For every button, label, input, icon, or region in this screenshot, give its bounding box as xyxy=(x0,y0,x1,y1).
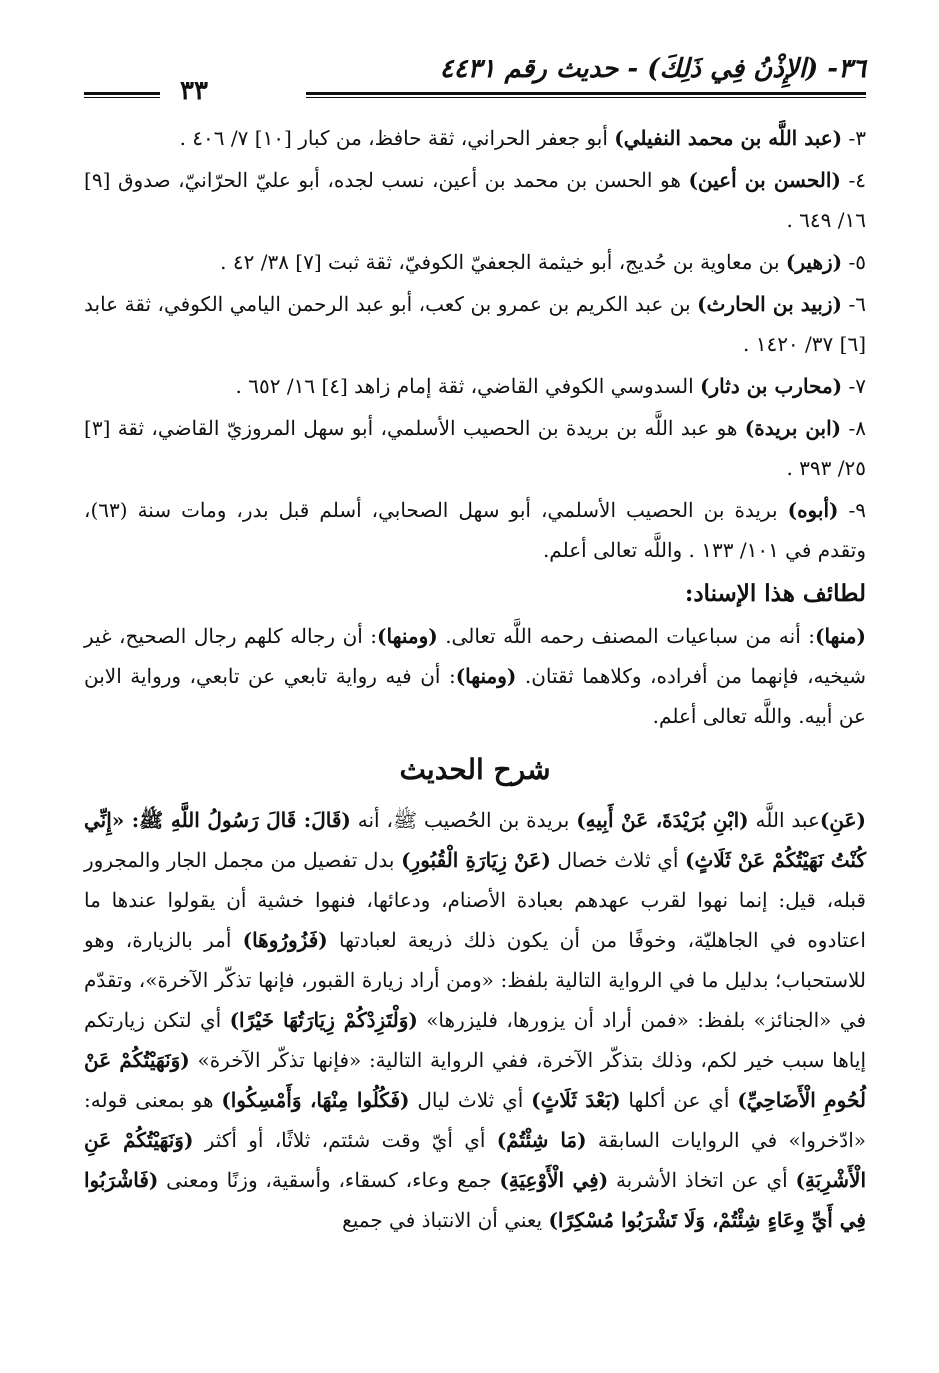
bio-item xyxy=(84,284,866,364)
commentary-text: أي ثلاث ليال xyxy=(409,1088,532,1112)
sharh-paragraph xyxy=(84,800,866,1240)
bio-item xyxy=(84,242,866,282)
commentary-text: بدل تفصيل من مجمل الجار والمجرور قبله، قيل: إنما نهوا لقرب عهدهم بعبادة الأصنام، ودعائها، فنهوا خشية أن يقولوا عندها ما اعتادوه في الجاهليّة، وخوفًا من أن يكون ذلك ذريعة لعبادتها xyxy=(84,848,866,952)
bio-text: هو الحسن بن محمد بن أعين، نسب لجده، أبو عليّ الحرّانيّ، صدوق [٩] ١٦/ ٦٤٩ . xyxy=(84,168,866,232)
header-rule xyxy=(306,92,866,98)
bio-number: ٧- xyxy=(842,374,866,398)
hadith-quote: (مَا شِئْتُمْ) xyxy=(496,1128,587,1152)
page-number: ٣٣ xyxy=(180,76,208,106)
bio-name: (محارب بن دثار) xyxy=(700,374,843,398)
bio-text: هو عبد اللَّه بن بريدة بن الحصيب الأسلمي، أبو سهل المروزيّ القاضي، ثقة [٣] ٢٥/ ٣٩٣ . xyxy=(84,416,866,480)
header-title: ٣٦- (الإِذْنُ فِي ذَلِكَ) - حديث رقم ٤٤٣١ xyxy=(439,54,866,84)
hadith-quote: (وَنَهَيْتُكُمْ عَنْ لُحُومِ الْأَضَاحِيِّ) xyxy=(84,1048,867,1112)
hadith-quote: (وَلْتَزِدْكُمْ زِيَارَتُهَا خَيْرًا) xyxy=(229,1008,418,1032)
hadith-quote: (فَكُلُوا مِنْهَا، وَأَمْسِكُوا) xyxy=(221,1088,410,1112)
commentary-text: بريدة بن الحُصيب ﷺ، أنه xyxy=(350,808,577,832)
commentary-text: أي لتكن زيارتكم إياها سبب خير لكم، وذلك بتذكّر الآخرة، ففي الرواية التالية: «فإنها تذكّر الآخرة» xyxy=(84,1008,866,1072)
hadith-quote: (بَعْدَ ثَلَاثٍ) xyxy=(531,1088,621,1112)
bio-name: (زهير) xyxy=(785,250,843,274)
bio-number: ٩- xyxy=(838,498,866,522)
bio-text: أبو جعفر الحراني، ثقة حافظ، من كبار [١٠] ٧/ ٤٠٦ . xyxy=(179,126,615,150)
hadith-quote: (فِي الْأَوْعِيَةِ) xyxy=(499,1168,609,1192)
lataif-heading: لطائف هذا الإسناد: xyxy=(684,580,866,607)
bio-item xyxy=(84,118,866,158)
narrator-bios xyxy=(84,118,866,570)
hadith-quote: (عَنْ زِيَارَةِ الْقُبُورِ) xyxy=(401,848,551,872)
bio-item xyxy=(84,490,866,570)
bio-text: بريدة بن الحصيب الأسلمي، أبو سهل الصحابي، أسلم قبل بدر، ومات سنة (٦٣)، وتقدم في ١٠١/ ١٣٣ . واللَّه تعالى أعلم. xyxy=(84,498,866,562)
commentary-text: جمع وعاء، كسقاء، وأسقية، وزنًا ومعنى xyxy=(158,1168,500,1192)
bio-number: ٦- xyxy=(841,292,866,316)
lataif-text: : أن فيه رواية تابعي عن تابعي، ورواية الابن عن أبيه. واللَّه تعالى أعلم. xyxy=(84,664,866,728)
bio-item xyxy=(84,160,866,240)
hadith-quote: (قَالَ: قَالَ رَسُولُ اللَّهِ ﷺ: «إِنِّي كُنْتُ نَهَيْتُكُمْ عَنْ ثَلَاثٍ) xyxy=(84,808,866,872)
sharh-heading: شرح الحديث xyxy=(399,753,551,786)
lataif-marker: (منها) xyxy=(815,624,866,648)
page-content xyxy=(84,48,866,1240)
lataif-text: : أنه من سباعيات المصنف رحمه اللَّه تعالى. xyxy=(437,624,815,648)
hadith-quote: (وَنَهَيْتُكُمْ عَنِ الْأَشْرِبَةِ) xyxy=(84,1128,867,1192)
bio-number: ٨- xyxy=(841,416,866,440)
bio-item xyxy=(84,366,866,406)
commentary-text: أي أيّ وقت شئتم، ثلاثًا، أو أكثر xyxy=(193,1128,497,1152)
lataif-marker: (ومنها) xyxy=(377,624,438,648)
commentary-text: أي عن اتخاذ الأشربة xyxy=(608,1168,796,1192)
commentary-text: عبد اللَّه xyxy=(748,808,820,832)
hadith-quote: (ابْنِ بُرَيْدَةَ، عَنْ أَبِيهِ) xyxy=(576,808,749,832)
commentary-text: أي عن أكلها xyxy=(620,1088,738,1112)
commentary-text: يعني أن الانتباذ في جميع xyxy=(342,1208,549,1232)
commentary-text: هو بمعنى قوله: «ادّخروا» في الروايات السابقة xyxy=(84,1088,867,1152)
bio-number: ٤- xyxy=(840,168,866,192)
hadith-quote: (فَاشْرَبُوا فِي أَيِّ وِعَاءٍ شِئْتُمْ، وَلَا تَشْرَبُوا مُسْكِرًا) xyxy=(84,1168,866,1232)
bio-number: ٥- xyxy=(842,250,866,274)
commentary-text: أمر بالزيارة، وهو للاستحباب؛ بدليل ما في الرواية التالية بلفظ: «ومن أراد زيارة القبور، فإنها تذكّر الآخرة»، وتقدّم في «الجنائز» بلفظ: «فمن أراد أن يزورها، فليزرها» xyxy=(84,928,867,1032)
bio-name: (أبوه) xyxy=(787,498,839,522)
lataif-text: : أن رجاله كلهم رجال الصحيح، غير شيخيه، فإنهما من أفراده، وكلاهما ثقتان. xyxy=(84,624,866,688)
bio-text: بن معاوية بن حُديج، أبو خيثمة الجعفيّ الكوفيّ، ثقة ثبت [٧] ٣٨/ ٤٢ . xyxy=(220,250,786,274)
bio-item xyxy=(84,408,866,488)
bio-name: (ابن بريدة) xyxy=(744,416,842,440)
hadith-quote: (عَنِ) xyxy=(819,808,866,832)
bio-text: السدوسي الكوفي القاضي، ثقة إمام زاهد [٤] ١٦/ ٦٥٢ . xyxy=(235,374,701,398)
header-rule-short xyxy=(84,92,160,98)
lataif-paragraph xyxy=(84,616,866,736)
commentary-text: أي ثلاث خصال xyxy=(550,848,686,872)
bio-text: بن عبد الكريم بن عمرو بن كعب، أبو عبد الرحمن اليامي الكوفي، ثقة عابد [٦] ٣٧/ ١٤٢٠ . xyxy=(84,292,866,356)
bio-name: (الحسن بن أعين) xyxy=(688,168,841,192)
lataif-marker: (ومنها) xyxy=(455,664,517,688)
bio-name: (زبيد بن الحارث) xyxy=(697,292,842,316)
bio-number: ٣- xyxy=(842,126,866,150)
running-header xyxy=(84,48,866,106)
bio-name: (عبد اللَّه بن محمد النفيلي) xyxy=(614,126,843,150)
hadith-quote: (فَزُورُوهَا) xyxy=(242,928,328,952)
